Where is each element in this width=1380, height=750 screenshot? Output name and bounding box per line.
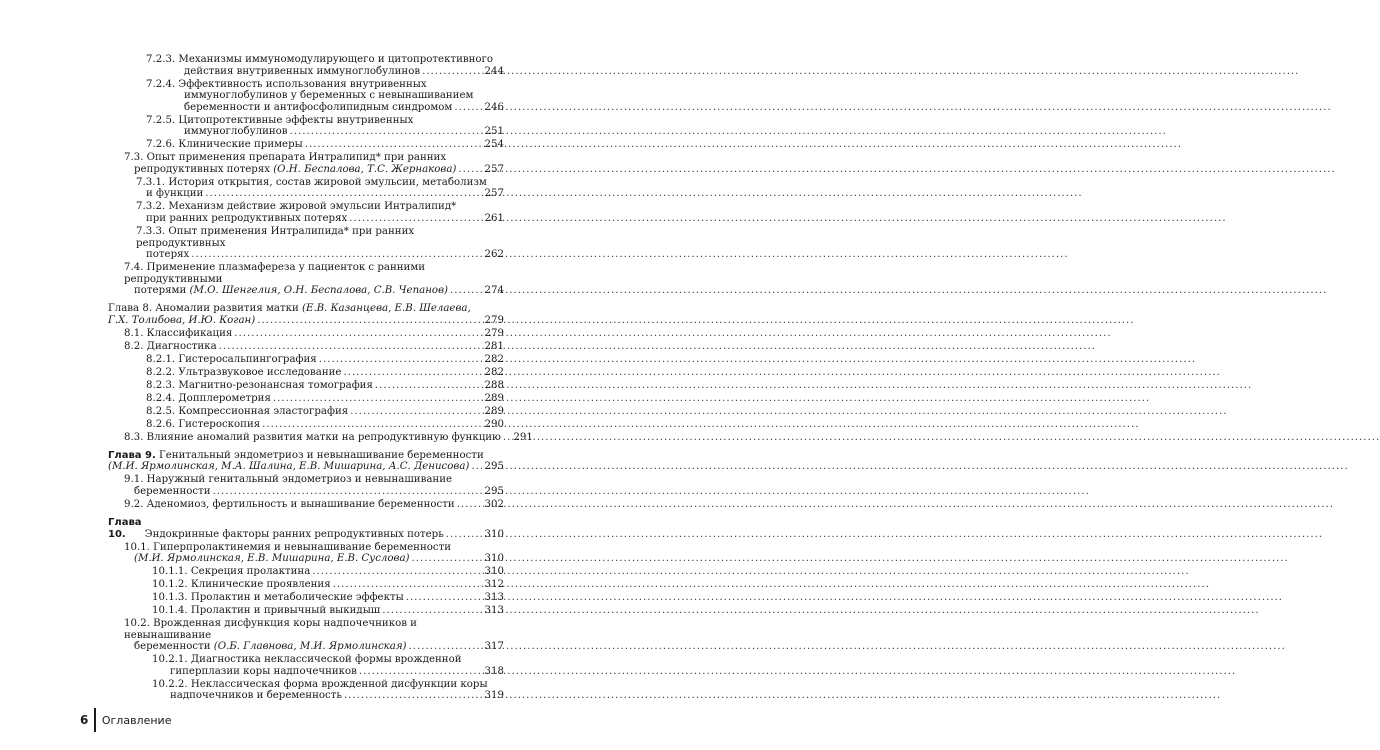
page-ref: 288 [484, 379, 504, 391]
page-ref: 310 [484, 553, 504, 565]
page-ref: 274 [484, 285, 504, 297]
toc-entry-title: 8.1. Классификация [124, 327, 233, 339]
dot-leader [257, 315, 482, 327]
toc-entry[interactable] [124, 474, 504, 497]
toc-entry[interactable] [124, 341, 504, 353]
dot-leader [312, 566, 482, 578]
toc-entry-title: Г.Х. Толибова, И.Ю. Коган) [108, 314, 256, 326]
dot-leader [446, 529, 482, 541]
toc-entry-line: 7.3.3. Опыт применения Интралипида* при ранних репродуктивных [136, 226, 415, 249]
running-header-label: Оглавление [101, 713, 172, 727]
page-ref: 291 [513, 431, 533, 443]
toc-entry-line: 10.2.2. Неклассическая форма врожденной дисфункции коры [152, 678, 488, 690]
page-ref: 289 [484, 405, 504, 417]
toc-entry-title: 10.1.2. Клинические проявления [152, 579, 331, 591]
page-ref: 279 [484, 327, 504, 339]
toc-entry-line: Глава 8. Аномалии развития матки (Е.В. Казанцева, Е.В. Шелаева, [108, 303, 471, 315]
toc-entry[interactable] [146, 354, 504, 366]
toc-entry[interactable] [108, 303, 504, 326]
dot-leader [305, 139, 482, 151]
dot-leader [458, 164, 482, 176]
toc-entry-title: 8.3. Влияние аномалий развития матки на репродуктивную функцию [124, 431, 501, 443]
page-ref: 246 [484, 101, 504, 113]
toc-entry-title: потерями (М.О. Шенгелия, О.Н. Беспалова, С.В. Чепанов) [134, 285, 448, 297]
page-ref: 310 [484, 528, 504, 540]
dot-leader [382, 605, 482, 617]
toc-entry[interactable] [108, 450, 504, 473]
toc-entry-line: 9.1. Наружный генитальный эндометриоз и невынашивание [124, 474, 453, 486]
page-ref: 254 [484, 139, 504, 151]
page-ref: 319 [484, 690, 504, 702]
dot-leader [375, 380, 482, 392]
page-ref: 318 [484, 665, 504, 677]
dot-leader [234, 328, 482, 340]
page-ref: 295 [484, 461, 504, 473]
page-ref: 313 [484, 605, 504, 617]
toc-entry-title: 8.2. Диагностика [124, 340, 217, 352]
toc-entry-line: 7.3.2. Механизм действие жировой эмульсии Интралипид* [136, 201, 457, 213]
dot-leader [422, 66, 482, 78]
dot-leader [349, 213, 482, 225]
page-ref: 282 [484, 366, 504, 378]
toc-entry-title: 8.2.6. Гистероскопия [146, 418, 261, 430]
page-footer [80, 708, 171, 732]
toc-entry[interactable] [124, 618, 504, 653]
toc-entry[interactable] [146, 393, 504, 405]
toc-entry[interactable] [124, 152, 504, 175]
toc-entry[interactable] [124, 328, 504, 340]
page-ref: 282 [484, 353, 504, 365]
toc-entry[interactable] [146, 380, 504, 392]
toc-entry-line: 10.2.1. Диагностика неклассической формы врожденной [152, 654, 462, 666]
toc-entry-line: 7.3.1. История открытия, состав жировой эмульсии, метаболизм [136, 176, 487, 188]
dot-leader [359, 666, 482, 678]
toc-entry-title: 10.1.4. Пролактин и привычный выкидыш [152, 605, 381, 617]
chapter-title: Генитальный эндометриоз и невынашивание беременности [159, 449, 484, 461]
toc-entry-title: 8.2.1. Гистеросальпингография [146, 353, 317, 365]
table-of-contents [108, 54, 533, 703]
toc-entry[interactable] [152, 605, 504, 617]
dot-leader [262, 419, 482, 431]
page-number: 6 [80, 713, 89, 727]
toc-entry[interactable] [146, 54, 504, 77]
page-ref: 302 [484, 498, 504, 510]
page-ref: 251 [484, 126, 504, 138]
page-ref: 317 [484, 641, 504, 653]
toc-entry[interactable] [136, 201, 504, 224]
toc-entry[interactable] [136, 177, 504, 200]
toc-entry-title: иммуноглобулинов [184, 126, 288, 138]
page-ref: 262 [484, 249, 504, 261]
toc-entry-title: 8.2.4. Допплерометрия [146, 392, 271, 404]
page-ref: 290 [484, 418, 504, 430]
dot-leader [450, 285, 482, 297]
dot-leader [457, 499, 482, 511]
toc-entry[interactable] [124, 262, 504, 297]
dot-leader [412, 553, 482, 565]
dot-leader [409, 641, 482, 653]
page-ref: 313 [484, 592, 504, 604]
toc-entry-title: потерях [146, 249, 190, 261]
toc-entry[interactable] [124, 542, 504, 565]
chapter-number: Глава 9. [108, 449, 156, 461]
toc-entry[interactable] [152, 654, 504, 677]
dot-leader [454, 102, 482, 114]
toc-entry-line: иммуноглобулинов у беременных с невынашиванием [184, 90, 474, 102]
toc-entry[interactable] [146, 406, 504, 418]
dot-leader [344, 690, 482, 702]
toc-entry[interactable] [146, 419, 504, 431]
toc-entry[interactable] [152, 579, 504, 591]
dot-leader [471, 461, 482, 473]
toc-entry-title: 8.2.3. Магнитно-резонансная томография [146, 379, 373, 391]
page-ref: 289 [484, 392, 504, 404]
page-ref: 281 [484, 340, 504, 352]
toc-entry-line: 7.2.5. Цитопротективные эффекты внутривенных [146, 114, 414, 126]
dot-leader [406, 592, 482, 604]
dot-leader [290, 126, 482, 138]
chapter-number: Глава 10. [108, 516, 142, 540]
toc-entry[interactable] [152, 566, 504, 578]
toc-entry-title: (М.И. Ярмолинская, М.А. Шалина, Е.В. Мишарина, А.С. Денисова) [108, 461, 470, 473]
page-ref: 279 [484, 314, 504, 326]
dot-leader [343, 367, 482, 379]
toc-entry-title: 8.2.5. Компрессионная эластография [146, 405, 349, 417]
dot-leader [213, 486, 482, 498]
toc-entry-line: 10.2. Врожденная дисфункция коры надпочечников и невынашивание [124, 618, 417, 641]
dot-leader [350, 406, 482, 418]
page-ref: 257 [484, 163, 504, 175]
page-ref: 310 [484, 566, 504, 578]
toc-entry-title: (М.И. Ярмолинская, Е.В. Мишарина, Е.В. Суслова) [134, 553, 410, 565]
page-ref: 295 [484, 486, 504, 497]
dot-leader [273, 393, 482, 405]
toc-entry[interactable] [124, 499, 504, 511]
toc-entry[interactable] [108, 517, 504, 540]
toc-entry-title: 7.2.6. Клинические примеры [146, 139, 303, 151]
toc-entry-title: 8.2.2. Ультразвуковое исследование [146, 366, 342, 378]
dot-leader [205, 188, 482, 200]
dot-leader [503, 432, 511, 444]
toc-entry-line: 7.3. Опыт применения препарата Интралипид* при ранних [124, 152, 447, 164]
dot-leader [333, 579, 482, 591]
footer-divider [94, 708, 96, 732]
toc-entry[interactable] [152, 679, 504, 702]
toc-entry[interactable] [146, 115, 504, 138]
toc-entry[interactable] [146, 139, 504, 151]
page-ref: 312 [484, 579, 504, 591]
toc-entry[interactable] [146, 79, 504, 114]
toc-entry-title: действия внутривенных иммуноглобулинов [184, 65, 421, 77]
toc-entry-line: 7.2.3. Механизмы иммуномодулирующего и цитопротективного [146, 54, 493, 65]
toc-entry-title: 9.2. Аденомиоз, фертильность и вынашивание беременности [124, 498, 455, 510]
toc-entry-line: 7.4. Применение плазмафереза у пациенток с ранними репродуктивными [124, 262, 426, 285]
toc-entry[interactable] [136, 226, 504, 261]
toc-entry-title: и функции [146, 188, 204, 200]
toc-entry-title: беременности и антифосфолипидным синдромом [184, 101, 453, 113]
toc-entry[interactable] [146, 367, 504, 379]
toc-entry-title: репродуктивных потерях (О.Н. Беспалова, Т.С. Жернакова) [134, 163, 457, 175]
toc-entry-title: при ранних репродуктивных потерях [146, 213, 348, 225]
toc-entry-title: 10.1.1. Секреция пролактина [152, 566, 311, 578]
toc-entry-line: 10.1. Гиперпролактинемия и невынашивание беременности [124, 541, 451, 553]
dot-leader [219, 341, 482, 353]
toc-entry[interactable] [124, 431, 533, 444]
toc-entry-title: 10.1.3. Пролактин и метаболические эффекты [152, 592, 404, 604]
dot-leader [191, 249, 482, 261]
page-ref: 261 [484, 213, 504, 225]
toc-entry-title: беременности [134, 486, 211, 497]
page-ref: 257 [484, 188, 504, 200]
toc-entry-title: надпочечников и беременность [170, 690, 342, 702]
toc-entry-line [108, 450, 504, 462]
toc-entry-title: Эндокринные факторы ранних репродуктивных потерь [144, 528, 444, 540]
toc-entry-line: 7.2.4. Эффективность использования внутривенных [146, 78, 427, 90]
toc-entry[interactable] [152, 592, 504, 604]
page-ref: 244 [484, 65, 504, 77]
toc-entry-title: гиперплазии коры надпочечников [170, 665, 357, 677]
dot-leader [319, 354, 482, 366]
toc-entry-title: беременности (О.Б. Главнова, М.И. Ярмолинская) [134, 641, 407, 653]
